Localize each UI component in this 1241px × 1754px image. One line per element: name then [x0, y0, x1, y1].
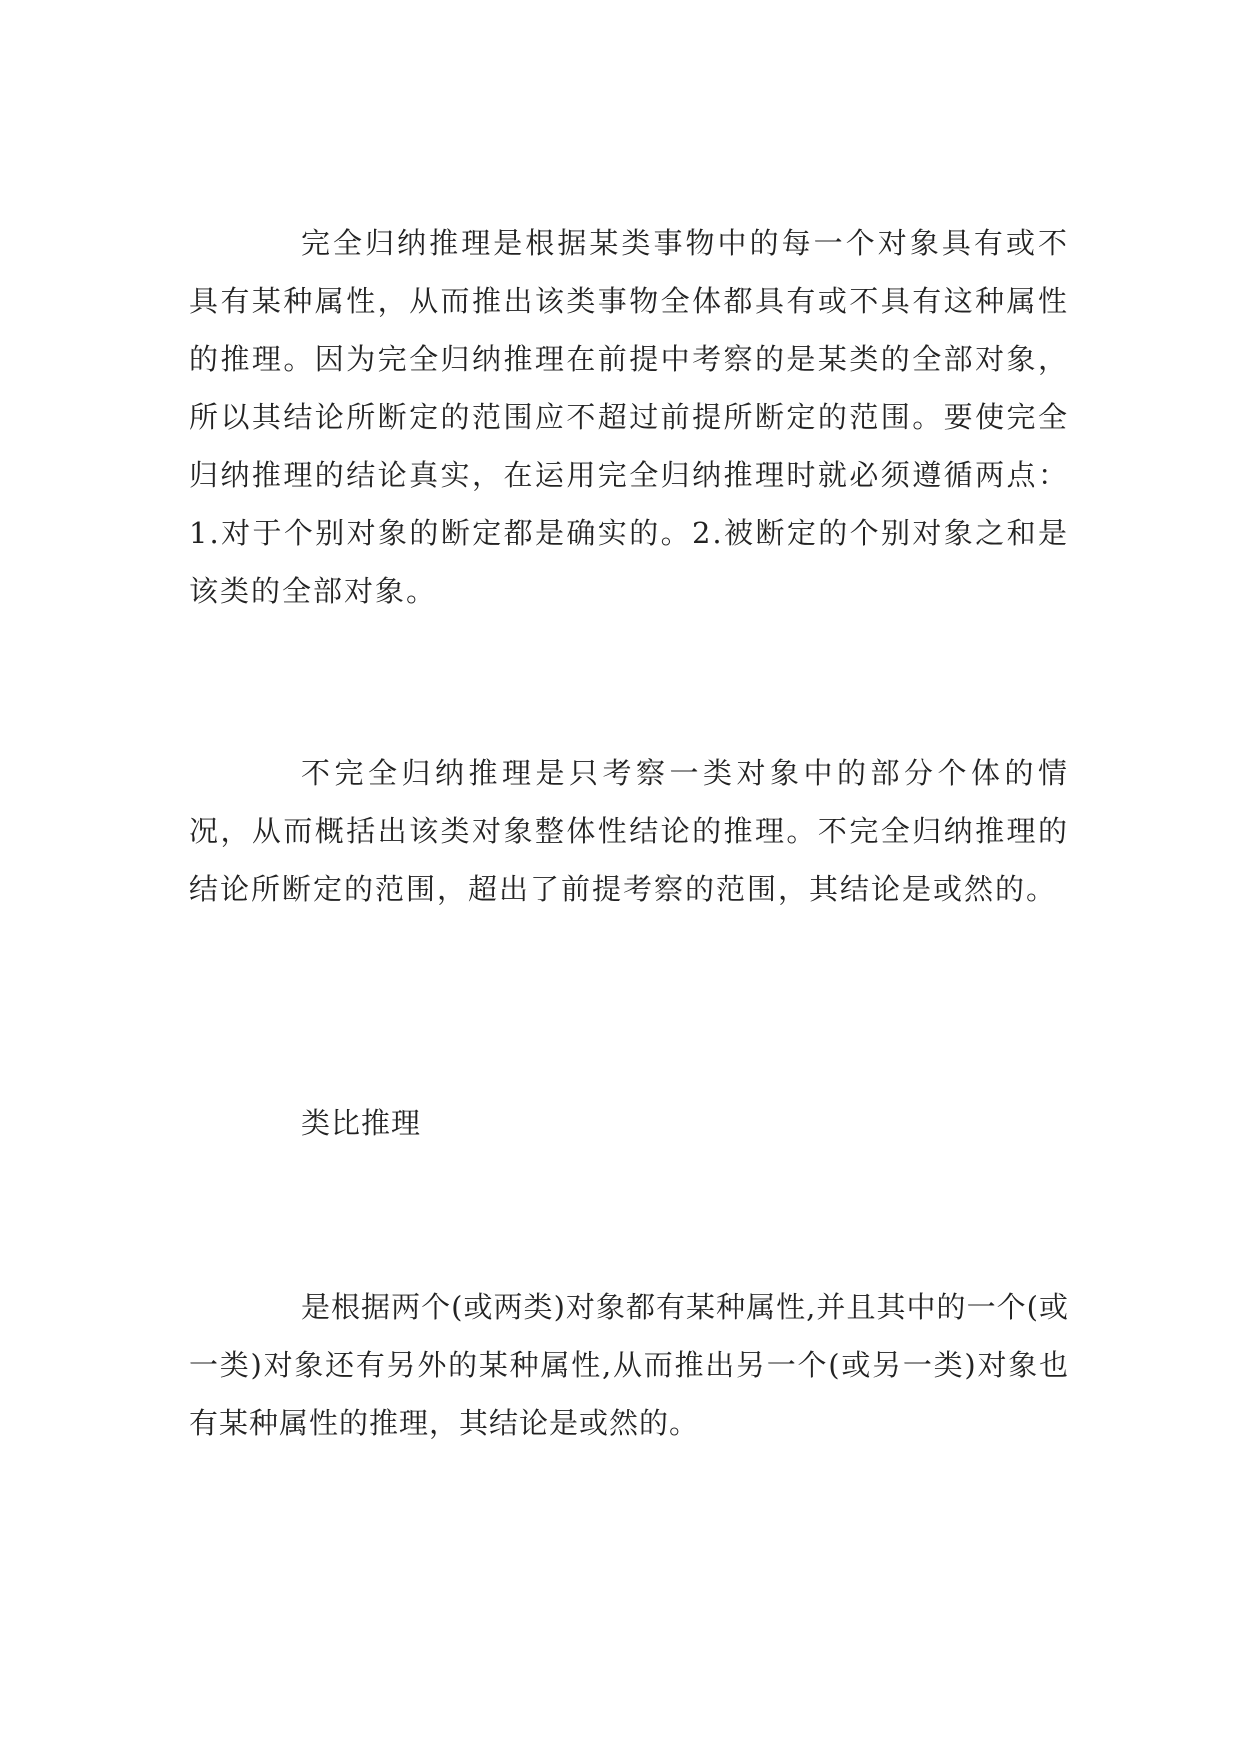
- paragraph-incomplete-induction: 不完全归纳推理是只考察一类对象中的部分个体的情况，从而概括出该类对象整体性结论的推理。不完全归纳推理的结论所断定的范围，超出了前提考察的范围，其结论是或然的。: [189, 756, 1069, 906]
- paragraph-complete-induction: 完全归纳推理是根据某类事物中的每一个对象具有或不具有某种属性，从而推出该类事物全体都具有或不具有这种属性的推理。因为完全归纳推理在前提中考察的是某类的全部对象，所以其结论所断定的范围应不超过前提所断定的范围。要使完全归纳推理的结论真实，在运用完全归纳推理时就必须遵循两点：1.对于个别对象的断定都是确实的。2.被断定的个别对象之和是该类的全部对象。: [189, 226, 1069, 608]
- section-heading-analogy: 类比推理: [301, 1106, 422, 1140]
- paragraph-analogy-definition: 是根据两个(或两类)对象都有某种属性,并且其中的一个(或一类)对象还有另外的某种属性,从而推出另一个(或另一类)对象也有某种属性的推理，其结论是或然的。: [189, 1290, 1069, 1440]
